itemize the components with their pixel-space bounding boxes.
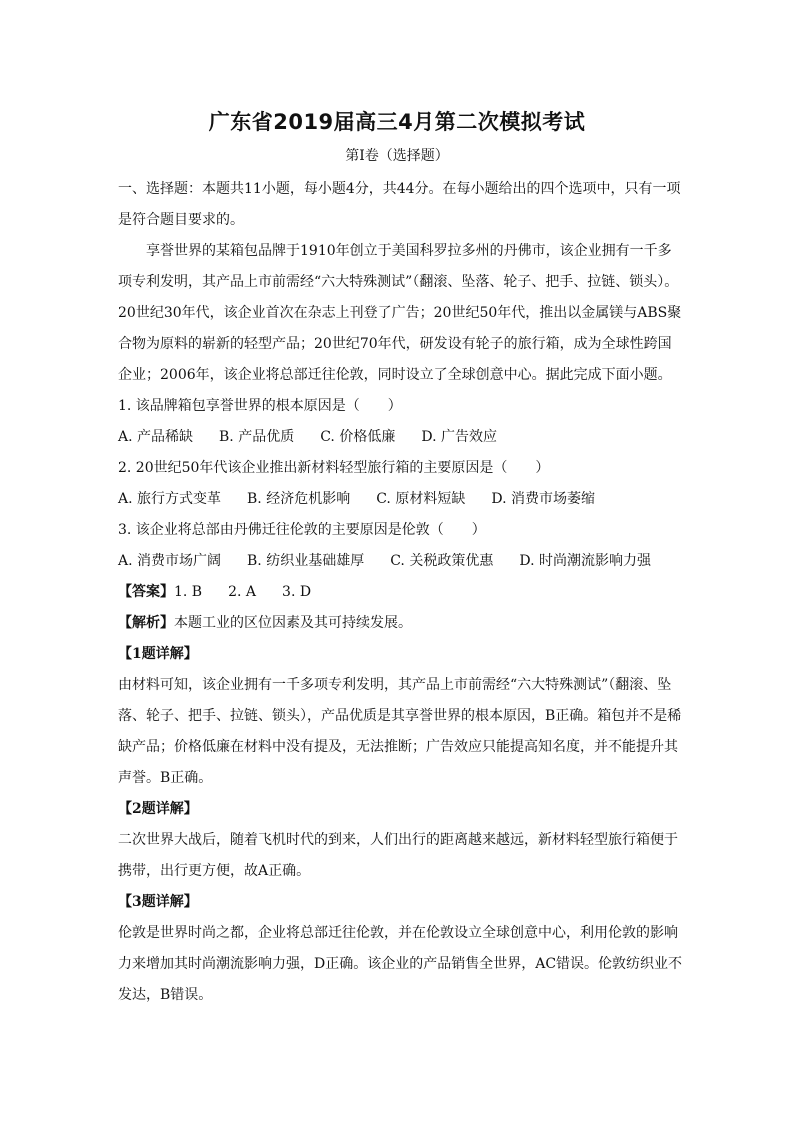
section-subtitle: 第I卷（选择题） [345, 148, 449, 164]
question-1-options [118, 422, 684, 453]
question-2-stem: 2. 20世纪50年代该企业推出新材料轻型旅行箱的主要原因是（ ） [118, 460, 550, 476]
detail-2-text: 二次世界大战后，随着飞机时代的到来，人们出行的距离越来越远，新材料轻型旅行箱便于携带，出行更方便，故A正确。 [118, 832, 678, 879]
option: D. 时尚潮流影响力强 [519, 553, 651, 569]
answer-item: 3. D [282, 584, 312, 600]
option: C. 原材料短缺 [376, 491, 466, 507]
question-3-stem: 3. 该企业将总部由丹佛迁往伦敦的主要原因是伦敦（ ） [118, 522, 486, 538]
analysis-text: 本题工业的区位因素及其可持续发展。 [174, 615, 412, 631]
section-instruction: 一、选择题：本题共11小题，每小题4分，共44分。在每小题给出的四个选项中，只有一项是符合题目要求的。 [118, 181, 681, 228]
option: B. 产品优质 [219, 429, 295, 445]
answer-line [118, 577, 684, 608]
option: B. 纺织业基础雄厚 [247, 553, 365, 569]
answer-item: 2. A [228, 584, 257, 600]
option: D. 广告效应 [421, 429, 497, 445]
option: D. 消费市场萎缩 [491, 491, 595, 507]
passage-text: 享誉世界的某箱包品牌于1910年创立于美国科罗拉多州的丹佛市，该企业拥有一千多项专利发明，其产品上市前需经“六大特殊测试”（翻滚、坠落、轮子、把手、拉链、锁头）。20世纪30年代，该企业首次在杂志上刊登了广告；20世纪50年代，推出以金属镁与ABS聚合物为原料的崭新的轻型产品；20世纪70年代，研发设有轮子的旅行箱，成为全球性跨国企业；2006年，该企业将总部迁往伦敦，同时设立了全球创意中心。据此完成下面小题。 [118, 243, 682, 383]
analysis-line [118, 608, 684, 639]
question-2-options [118, 484, 684, 515]
detail-1-text: 由材料可知，该企业拥有一千多项专利发明，其产品上市前需经“六大特殊测试”（翻滚、坠落、轮子、把手、拉链、锁头），产品优质是其享誉世界的根本原因，B正确。箱包并不是稀缺产品；价格低廉在材料中没有提及，无法推断；广告效应只能提高知名度，并不能提升其声誉。B正确。 [118, 677, 682, 786]
option: A. 旅行方式变革 [118, 491, 222, 507]
option: C. 价格低廉 [320, 429, 396, 445]
option: A. 消费市场广阔 [118, 553, 222, 569]
detail-2-label: 【2题详解】 [118, 801, 198, 817]
detail-3-text: 伦敦是世界时尚之都，企业将总部迁往伦敦，并在伦敦设立全球创意中心，利用伦敦的影响力来增加其时尚潮流影响力强，D正确。该企业的产品销售全世界，AC错误。伦敦纺织业不发达，B错误。 [118, 925, 683, 1003]
detail-3-label: 【3题详解】 [118, 894, 198, 910]
analysis-label: 【解析】 [118, 615, 174, 631]
option: C. 关税政策优惠 [390, 553, 494, 569]
question-3-options [118, 546, 684, 577]
page-title: 广东省2019届高三4月第二次模拟考试 [208, 110, 586, 134]
option: B. 经济危机影响 [247, 491, 351, 507]
document-body [118, 174, 684, 1011]
option: A. 产品稀缺 [118, 429, 194, 445]
question-1-stem: 1. 该品牌箱包享誉世界的根本原因是（ ） [118, 398, 402, 414]
answer-item: 1. B [174, 584, 203, 600]
answer-label: 【答案】 [118, 584, 174, 600]
detail-1-label: 【1题详解】 [118, 646, 198, 662]
